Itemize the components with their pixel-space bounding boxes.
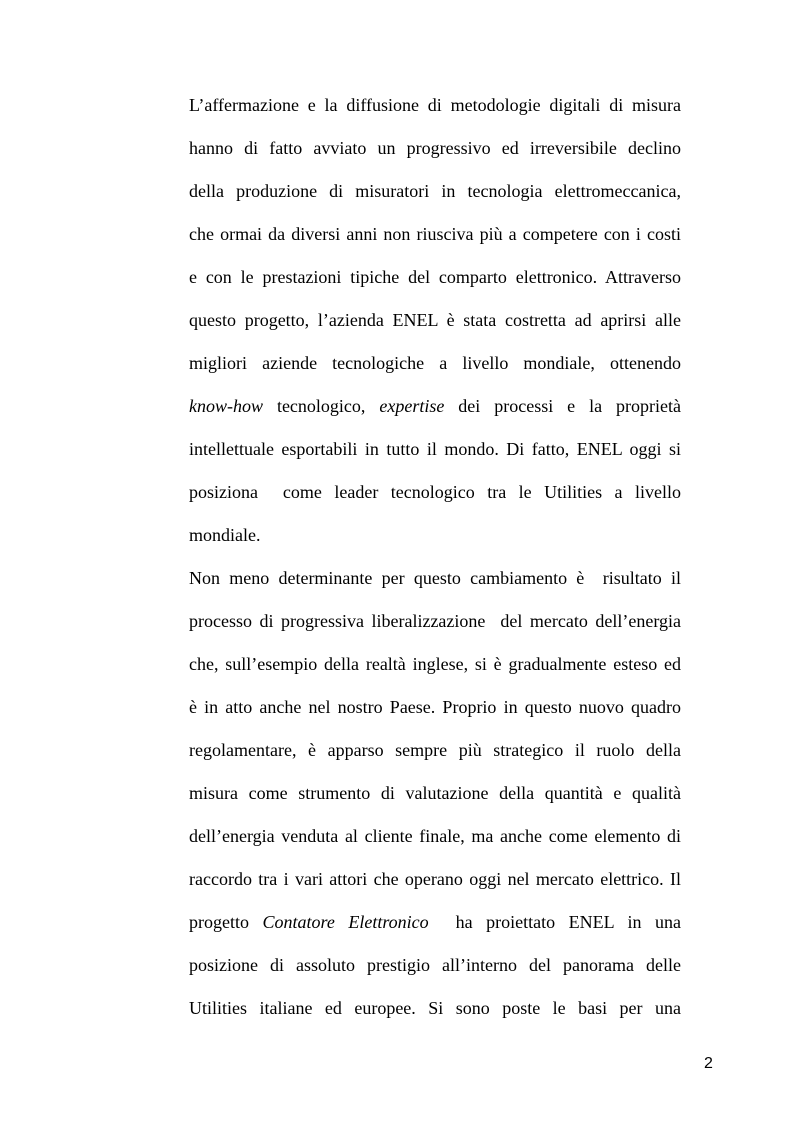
paragraph-line: migliori aziende tecnologiche a livello mondiale, ottenendo: [189, 353, 681, 373]
paragraph-line: processo di progressiva liberalizzazione del mercato dell’energia: [189, 611, 681, 631]
paragraph-line: posiziona come leader tecnologico tra le Utilities a livello: [189, 482, 681, 502]
paragraph-line: regolamentare, è apparso sempre più strategico il ruolo della: [189, 740, 681, 760]
page-number: 2: [704, 1055, 713, 1072]
paragraph-line: questo progetto, l’azienda ENEL è stata costretta ad aprirsi alle: [189, 310, 681, 330]
paragraph-line: Non meno determinante per questo cambiamento è risultato il: [189, 568, 681, 588]
paragraph-line: dell’energia venduta al cliente finale, ma anche come elemento di: [189, 826, 681, 846]
line-segment: ha proiettato ENEL in una: [428, 912, 681, 932]
paragraph-line: che ormai da diversi anni non riusciva più a competere con i costi: [189, 224, 681, 244]
paragraph-line: L’affermazione e la diffusione di metodologie digitali di misura: [189, 95, 681, 115]
paragraph-line-italic-terms: [189, 385, 681, 428]
paragraph-line: intellettuale esportabili in tutto il mondo. Di fatto, ENEL oggi si: [189, 439, 681, 459]
line-segment: tecnologico,: [263, 396, 380, 416]
body-text: [189, 84, 681, 1030]
paragraph-line: della produzione di misuratori in tecnologia elettromeccanica,: [189, 181, 681, 201]
paragraph-line: è in atto anche nel nostro Paese. Proprio in questo nuovo quadro: [189, 697, 681, 717]
paragraph-line: posizione di assoluto prestigio all’interno del panorama delle: [189, 955, 681, 975]
italic-term-expertise: expertise: [379, 396, 445, 416]
paragraph-line: raccordo tra i vari attori che operano oggi nel mercato elettrico. Il: [189, 869, 681, 889]
line-segment: dei processi e la proprietà: [444, 396, 681, 416]
paragraph-line-italic-title: [189, 901, 681, 944]
paragraph-line: che, sull’esempio della realtà inglese, si è gradualmente esteso ed: [189, 654, 681, 674]
paragraph-line: hanno di fatto avviato un progressivo ed irreversibile declino: [189, 138, 681, 158]
line-segment: progetto: [189, 912, 263, 932]
italic-term-contatore-elettronico: Contatore Elettronico: [262, 912, 429, 932]
paragraph-line: misura come strumento di valutazione della quantità e qualità: [189, 783, 681, 803]
paragraph-line: Utilities italiane ed europee. Si sono poste le basi per una: [189, 998, 681, 1018]
paragraph-line-last: mondiale.: [189, 525, 261, 545]
paragraph-line: e con le prestazioni tipiche del comparto elettronico. Attraverso: [189, 267, 681, 287]
italic-term-know-how: know-how: [189, 396, 263, 416]
